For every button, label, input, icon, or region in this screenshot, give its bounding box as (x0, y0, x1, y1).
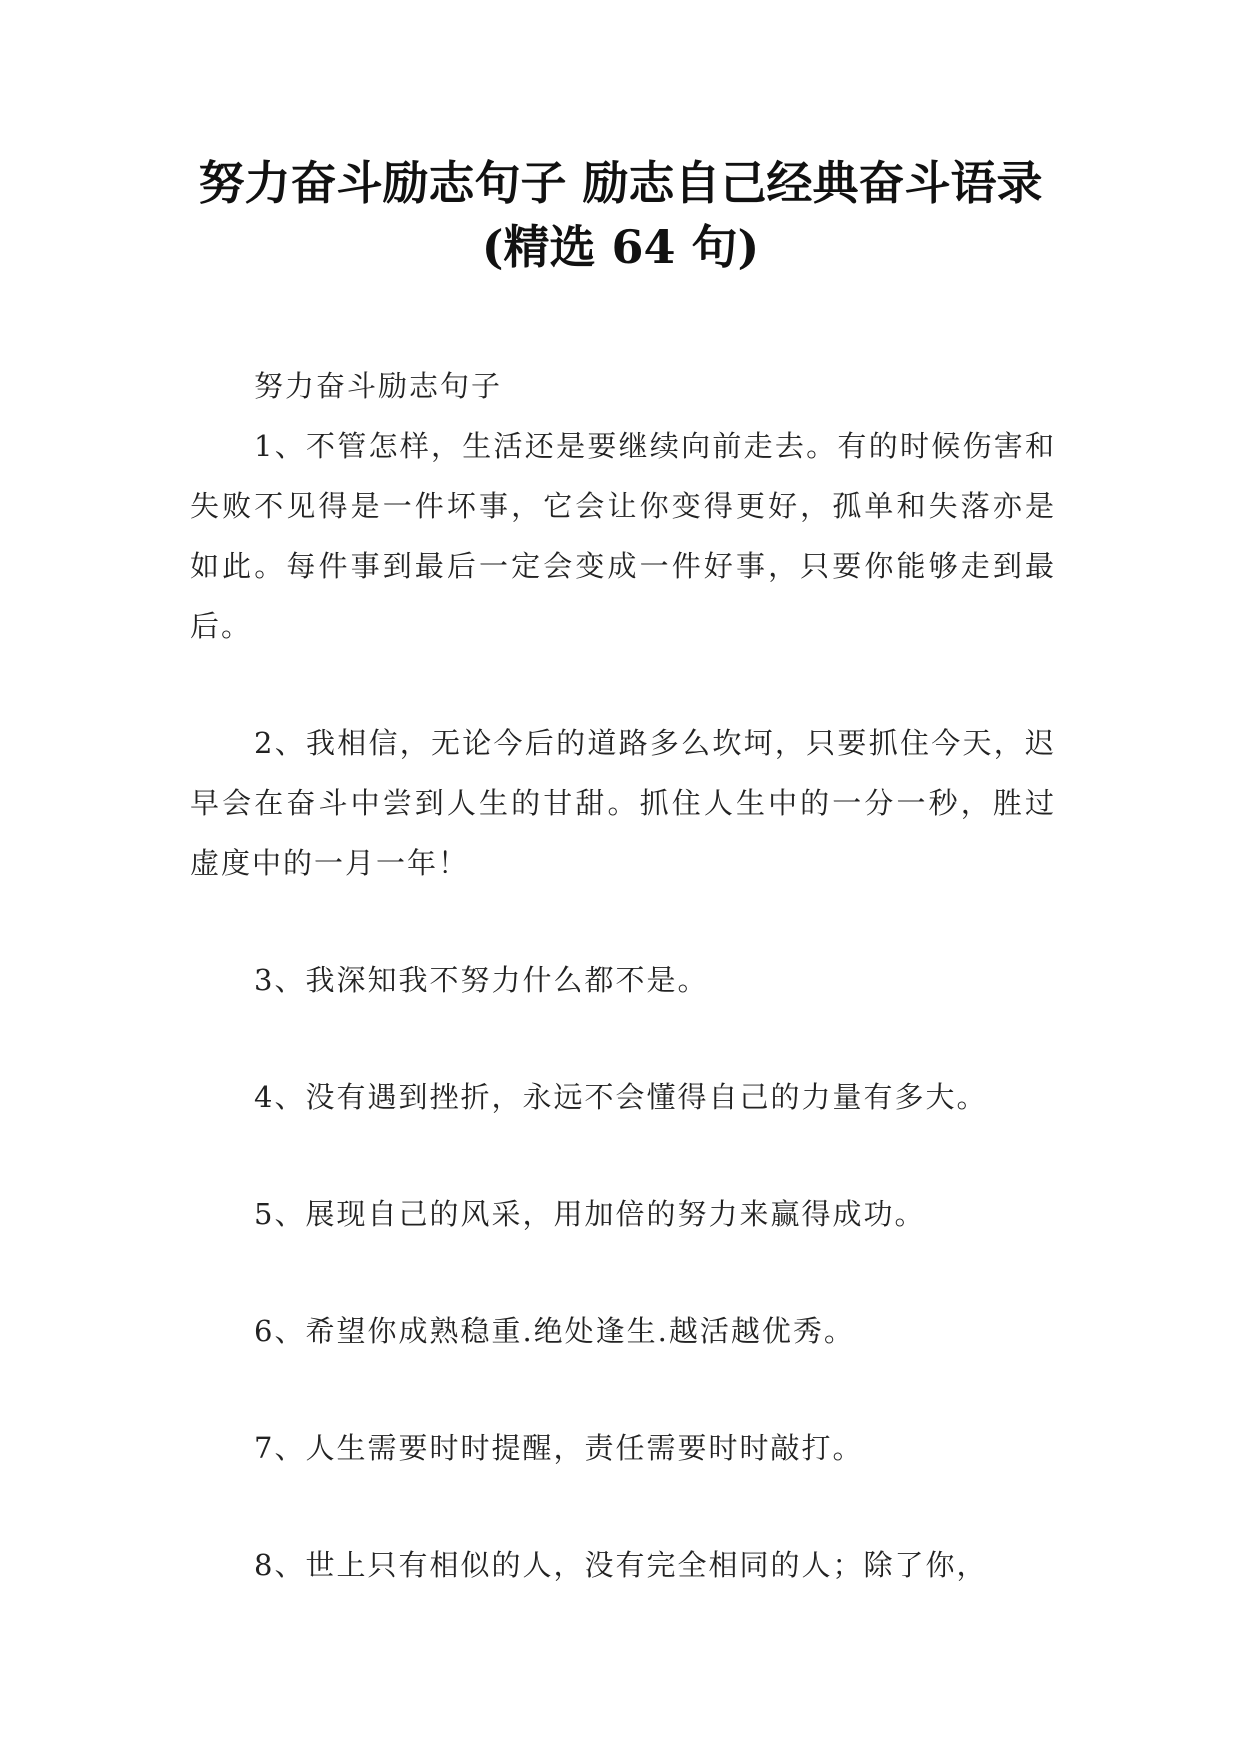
quote-item-5: 5、展现自己的风采，用加倍的努力来赢得成功。 (254, 1197, 926, 1231)
quote-item-2: 2、我相信，无论今后的道路多么坎坷，只要抓住今天，迟早会在奋斗中尝到人生的甘甜。抓住人生中的一分一秒，胜过虚度中的一月一年！ (190, 726, 1056, 880)
paragraph-gap (190, 893, 1056, 950)
paragraph-gap (190, 1127, 1056, 1184)
quote-item-7: 7、人生需要时时提醒，责任需要时时敲打。 (254, 1431, 864, 1465)
quote-item-3: 3、我深知我不努力什么都不是。 (254, 963, 709, 997)
document-body (190, 356, 1056, 1595)
document-title-line-1: 努力奋斗励志句子 励志自己经典奋斗语录 (198, 156, 1043, 210)
quote-item-8: 8、世上只有相似的人，没有完全相同的人；除了你， (254, 1548, 988, 1582)
paragraph-gap (190, 1010, 1056, 1067)
section-heading: 努力奋斗励志句子 (254, 369, 503, 403)
paragraph-gap (190, 1478, 1056, 1535)
paragraph-gap (190, 1361, 1056, 1418)
paragraph-gap (190, 1244, 1056, 1301)
document-title-line-2: (精选 64 句) (481, 220, 760, 274)
paragraph-gap (190, 656, 1056, 713)
quote-item-1: 1、不管怎样，生活还是要继续向前走去。有的时候伤害和失败不见得是一件坏事，它会让你变得更好，孤单和失落亦是如此。每件事到最后一定会变成一件好事，只要你能够走到最后。 (190, 429, 1056, 643)
quote-item-4: 4、没有遇到挫折，永远不会懂得自己的力量有多大。 (254, 1080, 988, 1114)
quote-item-6: 6、希望你成熟稳重.绝处逢生.越活越优秀。 (254, 1314, 855, 1348)
